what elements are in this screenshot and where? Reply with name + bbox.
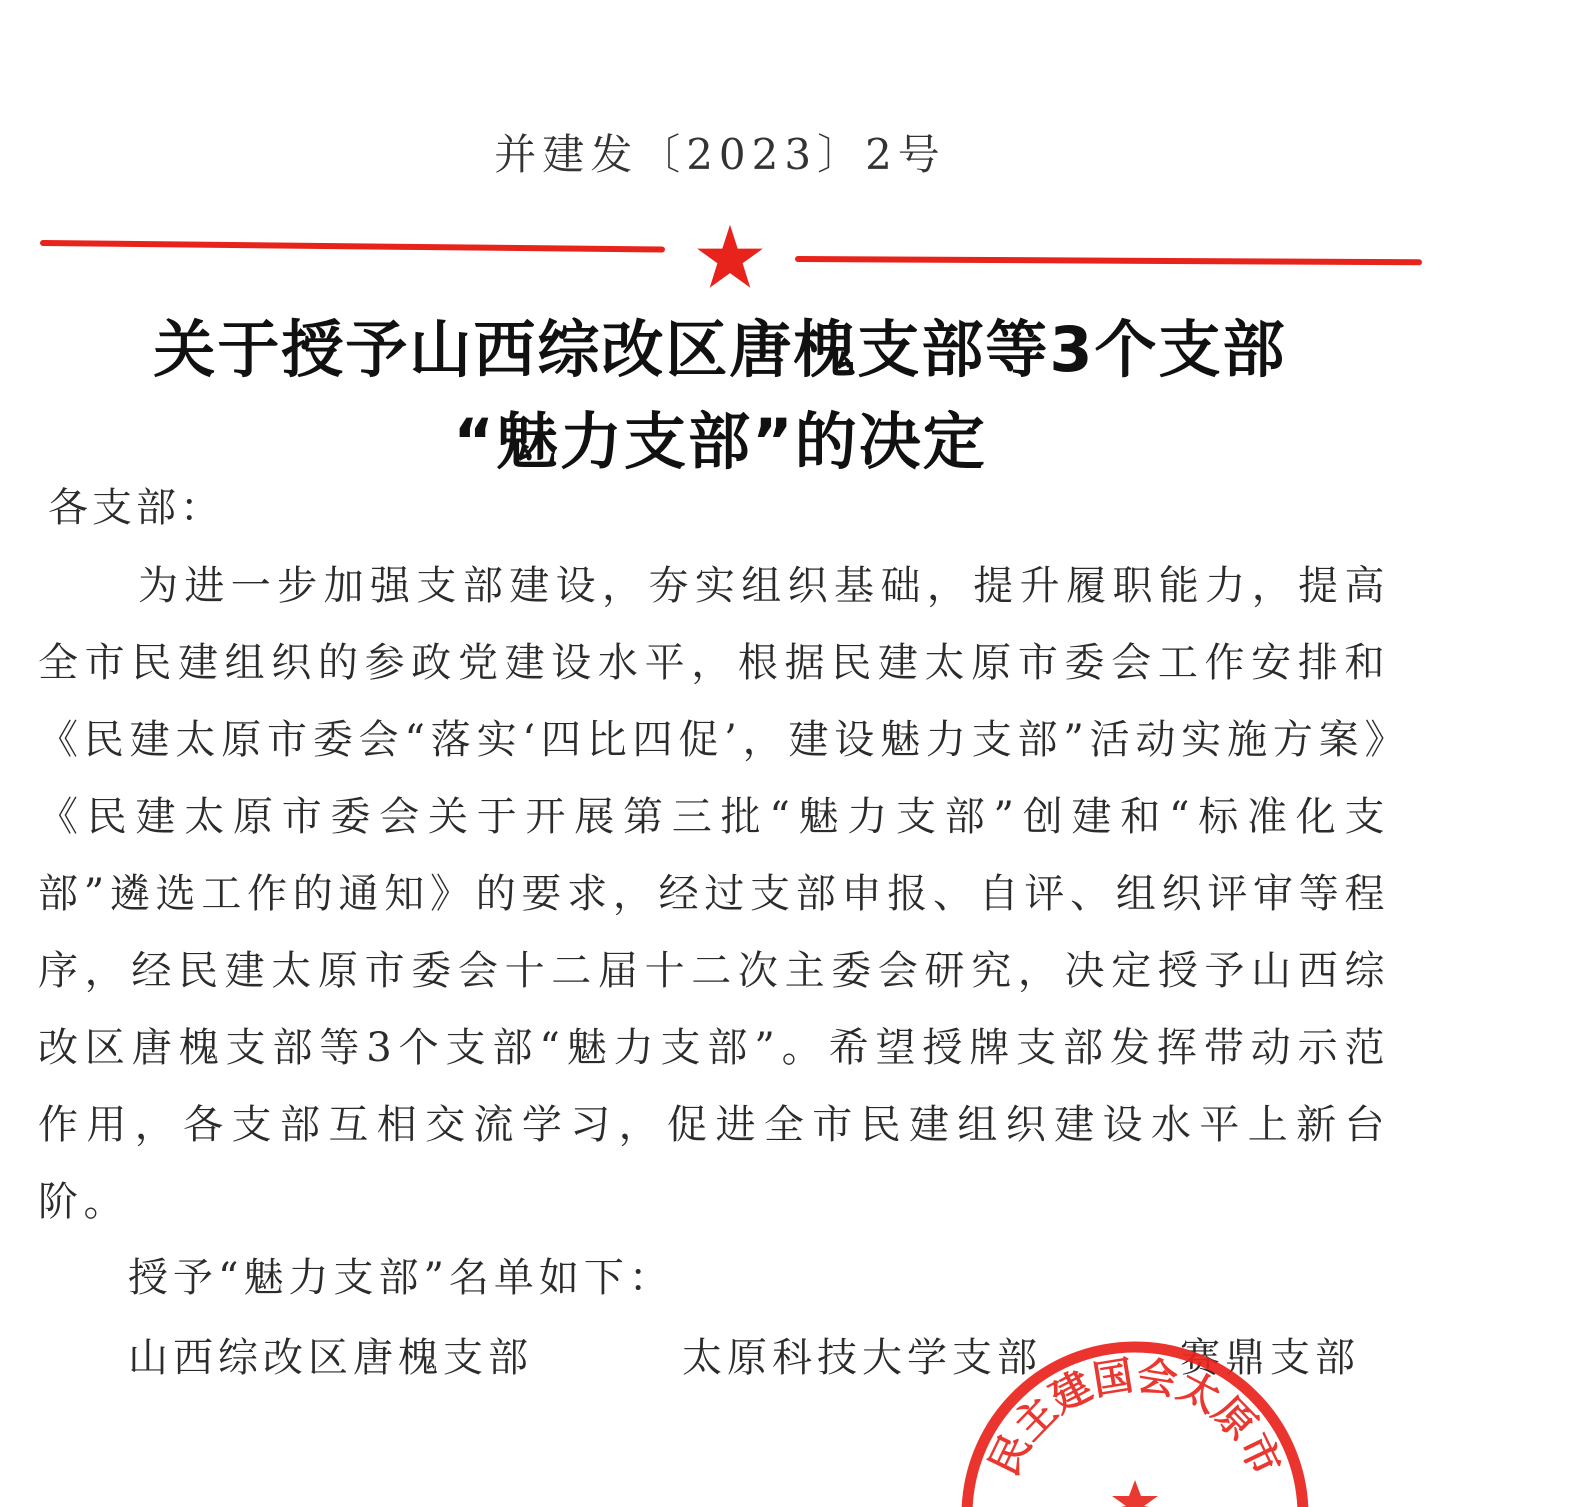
red-star-icon	[695, 222, 765, 292]
document-title-line-2: “魅力支部”的决定	[453, 405, 987, 478]
red-divider-right	[795, 256, 1422, 265]
list-intro: 授予“魅力支部”名单如下：	[128, 1255, 674, 1301]
branch-name: 太原科技大学支部	[682, 1335, 1042, 1381]
document-title-line-1: 关于授予山西综改区唐槐支部等3个支部	[153, 313, 1287, 386]
salutation: 各支部：	[48, 485, 224, 531]
branch-name: 赛鼎支部	[1180, 1335, 1360, 1381]
svg-text:民主建国会太原市: 民主建国会太原市	[981, 1352, 1289, 1483]
red-divider-left	[40, 240, 665, 253]
document-number: 并建发〔2023〕2号	[494, 130, 946, 179]
body-paragraph: 为进一步加强支部建设，夯实组织基础，提升履职能力，提高全市民建组织的参政党建设水平，根据民建太原市委会工作安排和《民建太原市委会“落实‘四比四促’，建设魅力支部”活动实施方案》《民建太原市委会关于开展第三批“魅力支部”创建和“标准化支部”遴选工作的通知》的要求，经过支部申报、自评、组织评审等程序，经民建太原市委会十二届十二次主委会研究，决定授予山西综改区唐槐支部等3个支部“魅力支部”。希望授牌支部发挥带动示范作用，各支部互相交流学习，促进全市民建组织建设水平上新台阶。	[38, 563, 1390, 1225]
branch-name: 山西综改区唐槐支部	[128, 1335, 533, 1381]
